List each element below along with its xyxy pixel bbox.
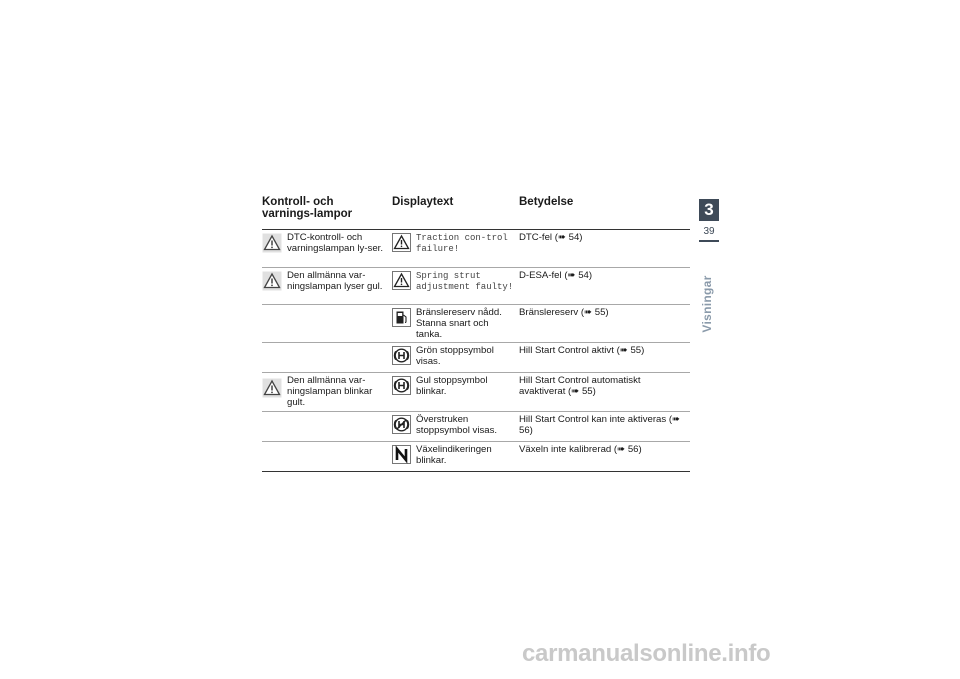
- table-row: [262, 230, 690, 268]
- meaning-text: Växeln inte kalibrerad (➠ 56): [519, 444, 642, 455]
- lamp-text: Den allmänna var-ningslampan lyser gul.: [287, 270, 383, 292]
- watermark: carmanualsonline.info: [522, 640, 771, 667]
- display-text: Växelindikeringen blinkar.: [416, 444, 492, 466]
- warning-triangle-icon: [262, 233, 282, 253]
- meaning-text: DTC-fel (➠ 54): [519, 232, 583, 243]
- page-number: 39: [703, 226, 715, 237]
- warning-triangle-icon: [262, 378, 282, 398]
- table-row: [262, 412, 690, 442]
- warning-triangle-icon: [392, 271, 411, 290]
- lamp-text: DTC-kontroll- och varningslampan ly-ser.: [287, 232, 383, 254]
- meaning-text: Bränslereserv (➠ 55): [519, 307, 609, 318]
- table-row: [262, 442, 690, 472]
- display-text: Spring strut adjustment faulty!: [416, 271, 514, 292]
- display-text: Gul stoppsymbol blinkar.: [416, 375, 488, 397]
- meaning-text: Hill Start Control automatiskt avaktiverat (➠ 55): [519, 375, 641, 397]
- table-row: [262, 268, 690, 305]
- fuel-pump-icon: [392, 308, 411, 327]
- table-row: [262, 373, 690, 412]
- neutral-gear-icon: [392, 445, 411, 464]
- header-lamps: Kontroll- och varnings-lampor: [262, 196, 353, 220]
- warning-triangle-icon: [262, 271, 282, 291]
- display-text: Bränslereserv nådd. Stanna snart och tanka.: [416, 307, 502, 340]
- table-header: [262, 196, 690, 230]
- meaning-text: D-ESA-fel (➠ 54): [519, 270, 593, 281]
- table-row: [262, 343, 690, 373]
- chapter-number-badge: 3: [699, 199, 719, 221]
- warning-triangle-icon: [392, 233, 411, 252]
- lamp-text: Den allmänna var-ningslampan blinkar gult.: [287, 375, 373, 408]
- indicator-table: [262, 196, 690, 472]
- meaning-text: Hill Start Control aktivt (➠ 55): [519, 345, 645, 356]
- display-text: Överstruken stoppsymbol visas.: [416, 414, 498, 436]
- display-text: Traction con-trol failure!: [416, 233, 508, 254]
- header-meaning: Betydelse: [519, 196, 574, 208]
- meaning-text: Hill Start Control kan inte aktiveras (➠ 56): [519, 414, 681, 436]
- hill-start-icon: [392, 376, 411, 395]
- table-row: [262, 305, 690, 343]
- hill-start-crossed-icon: [392, 415, 411, 434]
- header-display: Displaytext: [392, 196, 454, 208]
- hill-start-icon: [392, 346, 411, 365]
- chapter-title: Visningar: [700, 275, 714, 333]
- display-text: Grön stoppsymbol visas.: [416, 345, 494, 367]
